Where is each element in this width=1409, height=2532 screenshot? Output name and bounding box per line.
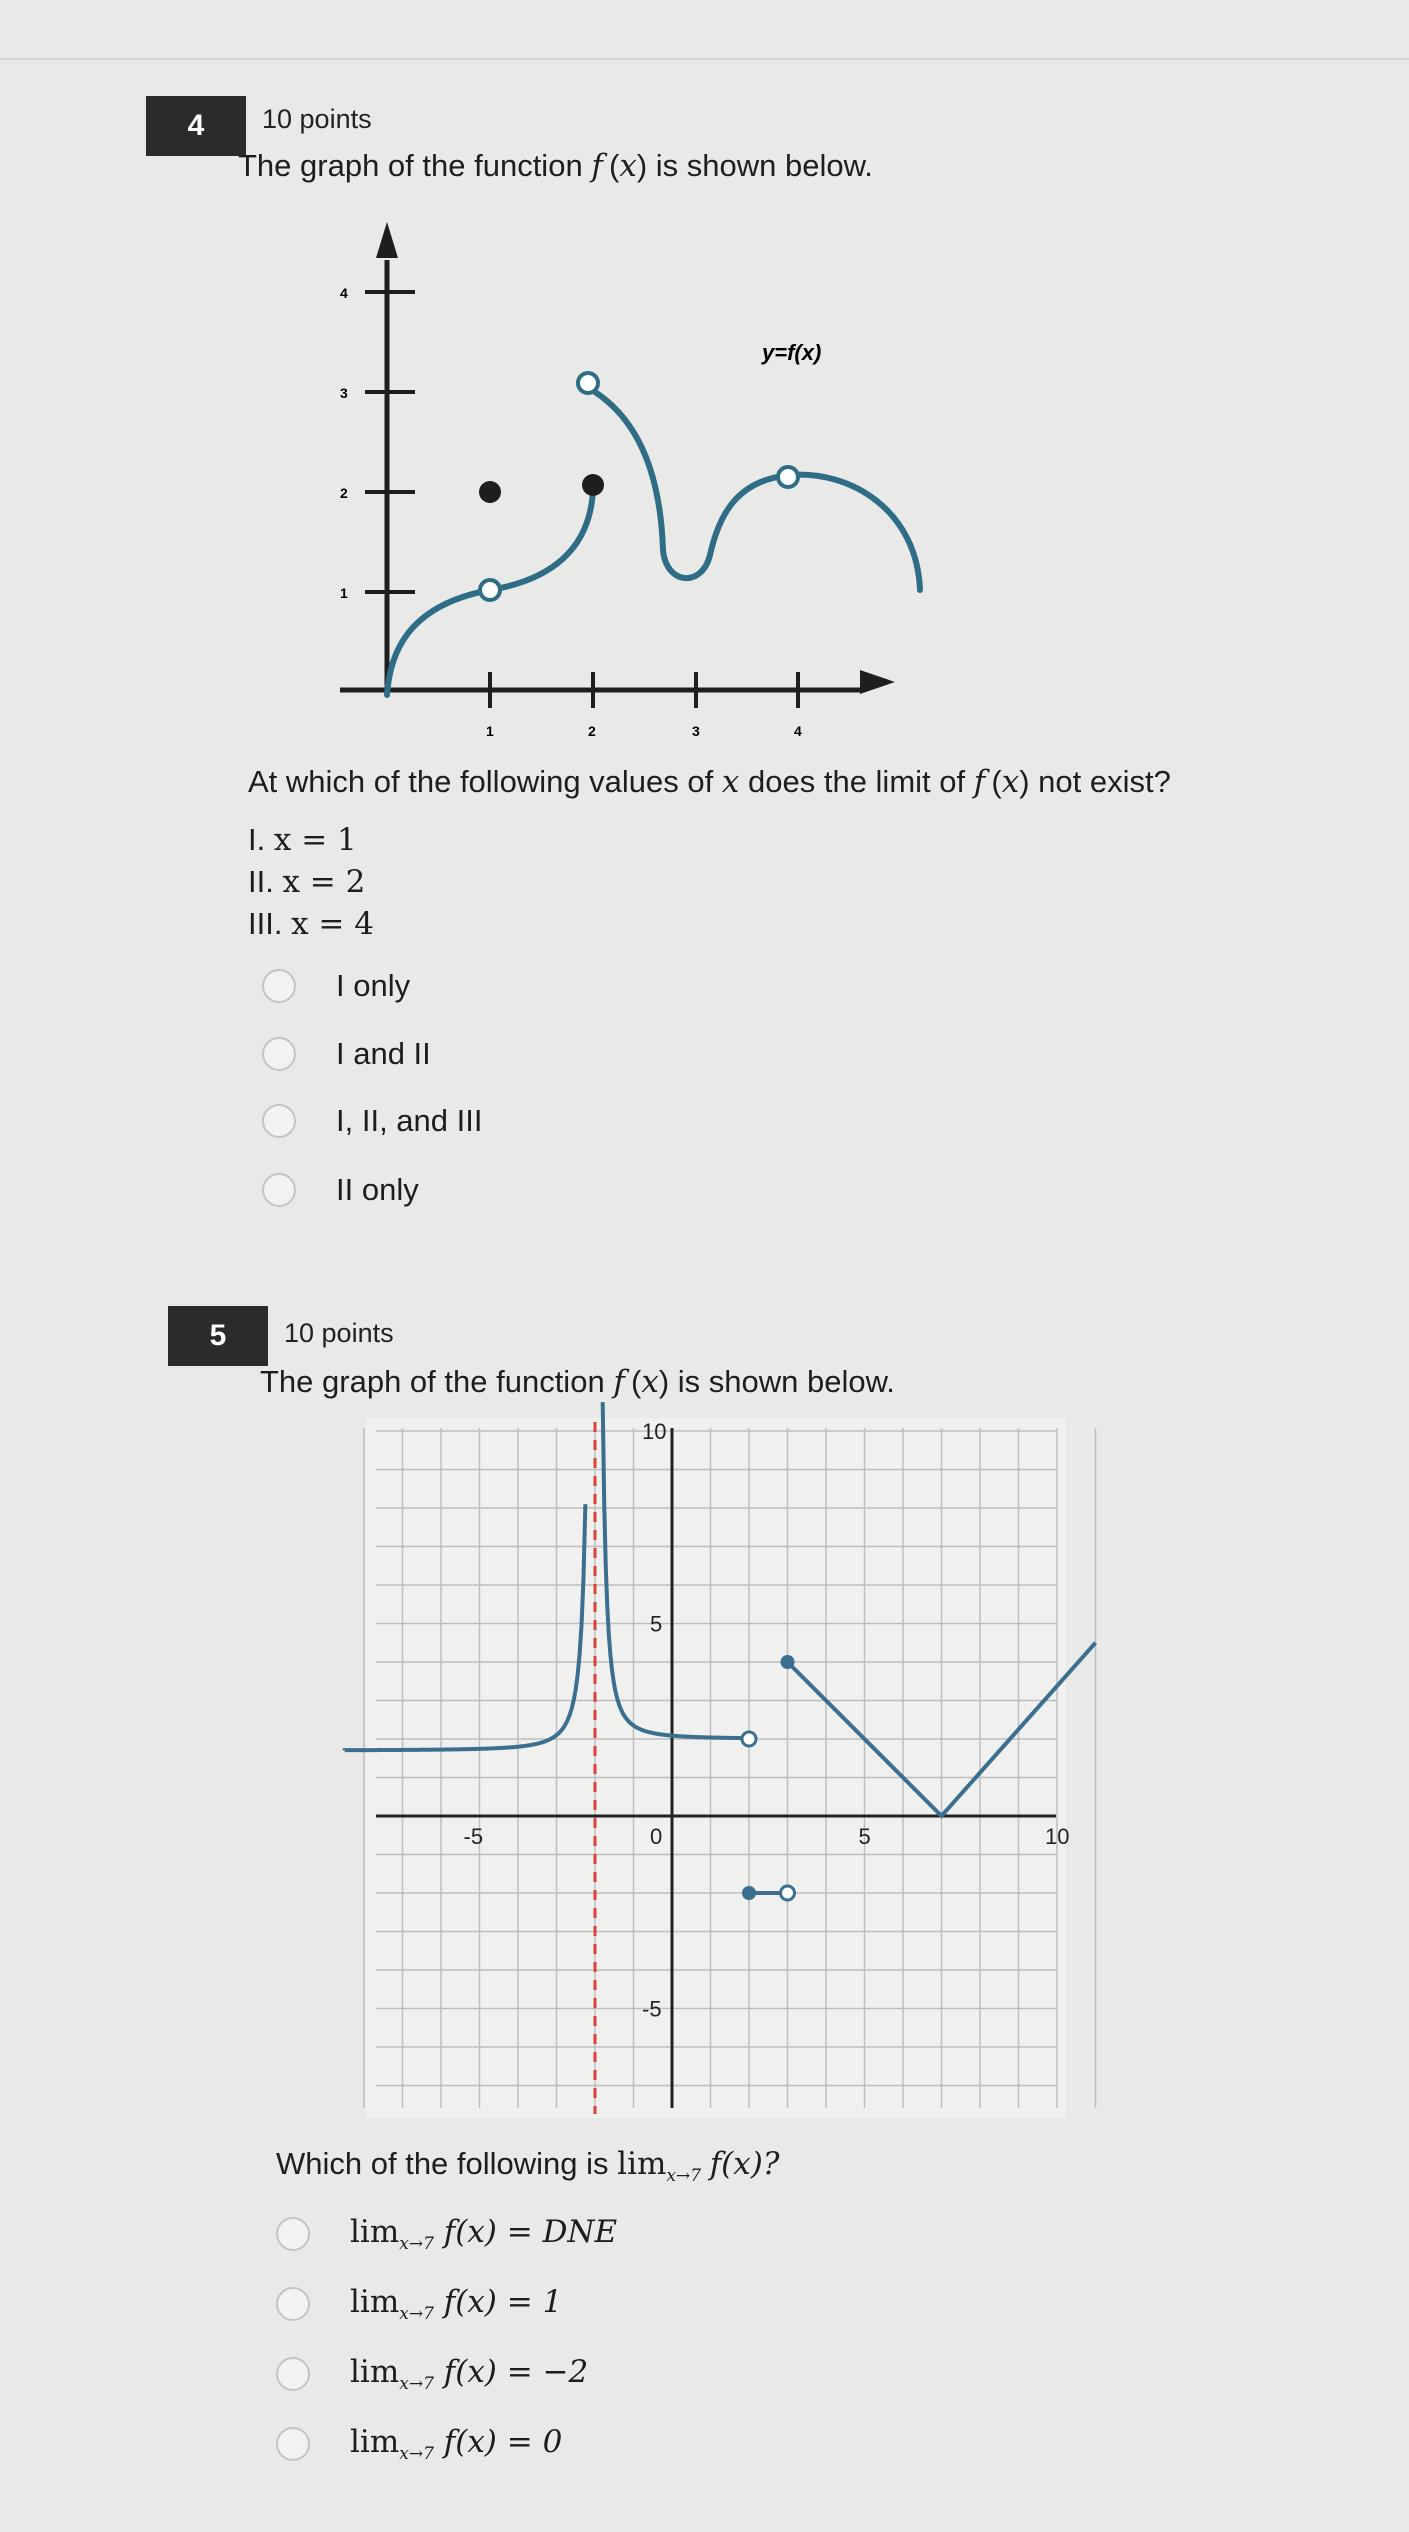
q4-option-3-label: I, II, and III xyxy=(336,1103,483,1138)
q4-ytick-3: 3 xyxy=(340,385,348,401)
q4-option-3-radio[interactable] xyxy=(262,1104,296,1138)
question-4-prompt: The graph of the function f (x) is shown below. xyxy=(238,148,873,184)
q4-item-2: II. x = 2 xyxy=(248,864,366,900)
question-5-points: 10 points xyxy=(284,1318,394,1348)
q5-option-1-label: $\lim_{x\to 7} f(x)$ = DNE xyxy=(350,2214,618,2255)
q5-xlabel-0: 0 xyxy=(650,1824,663,1849)
q5-xlabel-5: 5 xyxy=(858,1824,871,1849)
q4-option-4[interactable] xyxy=(262,1172,419,1208)
q4-item-3: III. x = 4 xyxy=(248,906,374,942)
q5-ylabel-10: 10 xyxy=(642,1419,667,1444)
q5-option-4-label: $\lim_{x\to 7} f(x) = 0$ xyxy=(350,2424,563,2465)
question-5-number: 5 xyxy=(168,1306,268,1366)
q4-option-2-radio[interactable] xyxy=(262,1037,296,1071)
q5-option-4-radio[interactable] xyxy=(276,2427,310,2461)
q4-option-1-radio[interactable] xyxy=(262,969,296,1003)
question-4-number: 4 xyxy=(146,96,246,156)
q4-option-2[interactable] xyxy=(262,1036,431,1072)
question-4-graph xyxy=(330,210,930,770)
question-5-graph xyxy=(366,1418,1070,2118)
q4-option-2-label: I and II xyxy=(336,1036,431,1071)
q4-ytick-4: 4 xyxy=(340,285,348,301)
q5-option-3-label: $\lim_{x\to 7} f(x) = -2$ xyxy=(350,2354,589,2395)
question-5-prompt: The graph of the function f (x) is shown below. xyxy=(260,1364,895,1400)
q4-option-3[interactable] xyxy=(262,1103,482,1139)
q5-closed-point-2-neg2 xyxy=(742,1886,756,1900)
question-5-question: Which of the following is $\lim_{x\to 7} f(x)$? xyxy=(276,2146,780,2187)
q4-ytick-2: 2 xyxy=(340,485,348,501)
q4-xtick-1: 1 xyxy=(486,723,494,739)
q5-xlabel-neg5: -5 xyxy=(463,1824,484,1849)
q4-option-4-radio[interactable] xyxy=(262,1173,296,1207)
q4-xtick-4: 4 xyxy=(794,723,802,739)
q5-option-4[interactable] xyxy=(276,2424,562,2464)
q5-ylabel-5: 5 xyxy=(650,1611,663,1637)
q4-option-1[interactable] xyxy=(262,968,410,1004)
q5-option-2-label: $\lim_{x\to 7} f(x) = 1$ xyxy=(350,2284,563,2325)
q5-left-branch xyxy=(345,1504,586,1750)
q5-option-2-radio[interactable] xyxy=(276,2287,310,2321)
q5-option-1[interactable] xyxy=(276,2214,617,2254)
q5-option-1-radio[interactable] xyxy=(276,2217,310,2251)
question-4-question: At which of the following values of x does the limit of f (x) not exist? xyxy=(248,764,1171,800)
q5-xlabel-10: 10 xyxy=(1045,1824,1070,1849)
q5-option-3-radio[interactable] xyxy=(276,2357,310,2391)
top-divider xyxy=(0,58,1409,60)
q5-closed-point-3-4 xyxy=(781,1655,795,1669)
q5-open-point-3-neg2 xyxy=(781,1886,795,1900)
q4-function-label: y=f(x) xyxy=(762,340,822,365)
q4-option-4-label: II only xyxy=(336,1172,419,1207)
q4-xtick-3: 3 xyxy=(692,723,700,739)
q4-xtick-2: 2 xyxy=(588,723,596,739)
q5-ylabel-neg5: -5 xyxy=(642,1996,662,2022)
q4-item-1: I. x = 1 xyxy=(248,822,357,858)
q4-ytick-1: 1 xyxy=(340,585,348,601)
q5-open-point-2-2 xyxy=(742,1732,756,1746)
question-4-points: 10 points xyxy=(262,104,372,134)
q5-option-3[interactable] xyxy=(276,2354,588,2394)
q5-option-2[interactable] xyxy=(276,2284,562,2324)
q4-option-1-label: I only xyxy=(336,968,411,1003)
q5-middle-branch xyxy=(603,1402,748,1738)
